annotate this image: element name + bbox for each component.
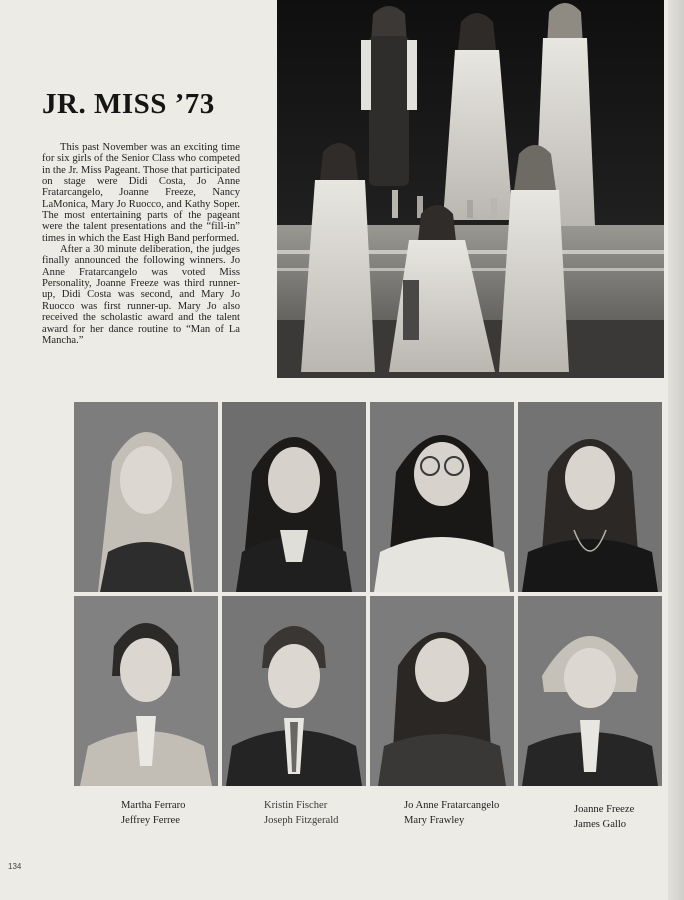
portrait-grid: [74, 402, 662, 786]
portrait-jeffrey-ferree: [74, 596, 218, 786]
portrait-mary-frawley: [370, 596, 514, 786]
portrait-captions: [0, 798, 684, 838]
caption-name: Jo Anne Fratarcangelo: [404, 800, 500, 811]
group-photo-image: [277, 0, 664, 378]
portrait-martha-ferraro: [74, 402, 218, 592]
portrait-jo-anne-fratarcangelo: [370, 402, 514, 592]
article-paragraph-1: This past November was an exciting time for six girls of the Senior Class who competed in the Jr. Miss Pageant. Those that participated on stage were Didi Costa, Jo Anne Fratarcangelo, Joanne Freeze, Nancy LaMonica, Mary Jo Ruocco, and Kathy Soper. The most entertaining parts of the pageant were the talent presentations and the “fill-in” times in which the East High Band performed.: [42, 142, 240, 244]
page-edge: [668, 0, 684, 900]
caption-column-3: [404, 798, 499, 828]
group-photo: [277, 0, 664, 378]
portrait-joanne-freeze: [518, 402, 662, 592]
portrait-kristin-fischer: [222, 402, 366, 592]
caption-name: Mary Frawley: [404, 815, 465, 826]
caption-name: Kristin Fischer: [264, 800, 328, 811]
article-paragraph-2: After a 30 minute deliberation, the judges finally announced the following winners. Jo Anne Fratarcangelo was voted Miss Personality, Joanne Freeze was third runner-up, Didi Costa was second, and Mary Jo Ruocco was first runner-up. Mary Jo also received the scholastic award and the talent award for her dance routine to “Man of La Mancha.”: [42, 244, 240, 346]
caption-name: Joseph Fitzgerald: [264, 815, 339, 826]
article-title: JR. MISS ’73: [42, 88, 215, 120]
article-body: [42, 142, 240, 346]
caption-name: Martha Ferraro: [121, 800, 186, 811]
caption-column-1: [121, 798, 185, 828]
portrait-joseph-fitzgerald: [222, 596, 366, 786]
page-number: 134: [8, 862, 22, 871]
caption-name: Jeffrey Ferree: [121, 815, 180, 826]
caption-name: Joanne Freeze: [574, 804, 635, 815]
caption-name: James Gallo: [574, 819, 627, 830]
portrait-james-gallo: [518, 596, 662, 786]
caption-column-4: [574, 802, 634, 832]
caption-column-2: [264, 798, 338, 828]
